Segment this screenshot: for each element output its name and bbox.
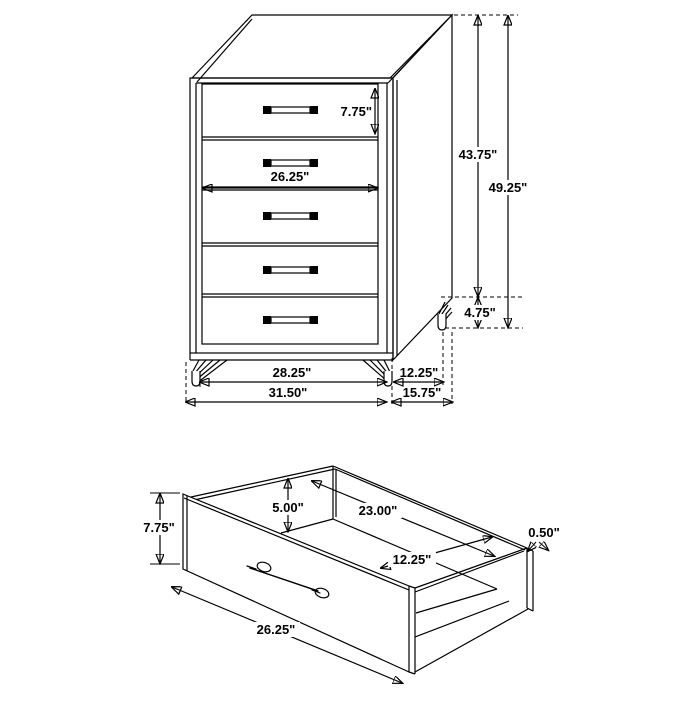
dim-label: 43.75" <box>458 147 498 162</box>
dim-label: 15.75" <box>402 385 442 400</box>
dim-label: 7.75" <box>340 104 372 119</box>
dim-label: 4.75" <box>464 305 496 320</box>
drawer-handle <box>263 212 318 220</box>
dim-label: 23.00" <box>358 503 398 518</box>
dim-label: 28.25" <box>272 365 312 380</box>
dim-chest-inner-width <box>200 365 386 387</box>
dim-label: 49.25" <box>488 180 528 195</box>
dim-label: 26.25" <box>270 169 310 184</box>
dim-chest-total-height <box>484 16 532 327</box>
dim-drawer-inner-height <box>268 479 309 531</box>
drawer-view <box>139 466 560 683</box>
dim-chest-drawer-width <box>203 169 377 188</box>
dim-chest-leg-height <box>441 297 523 328</box>
dim-chest-drawer-height <box>341 89 375 133</box>
dim-label: 31.50" <box>268 385 308 400</box>
dim-label: 0.50" <box>528 525 560 540</box>
drawer-handle <box>263 159 318 167</box>
dim-drawer-front-height <box>139 493 180 564</box>
dim-label: 12.25" <box>392 552 432 567</box>
drawer-handle <box>263 106 318 114</box>
dim-label: 26.25" <box>256 622 296 637</box>
drawer-handle <box>263 266 318 274</box>
dim-label: 5.00" <box>272 500 304 515</box>
drawer-handle <box>263 316 318 324</box>
dim-label: 12.25" <box>399 365 439 380</box>
chest-drawer-handles <box>263 106 318 324</box>
dim-label: 7.75" <box>143 520 175 535</box>
chest-view <box>186 15 532 404</box>
dim-drawer-inner-width <box>312 481 494 556</box>
dim-drawer-panel-thickness <box>528 525 560 551</box>
